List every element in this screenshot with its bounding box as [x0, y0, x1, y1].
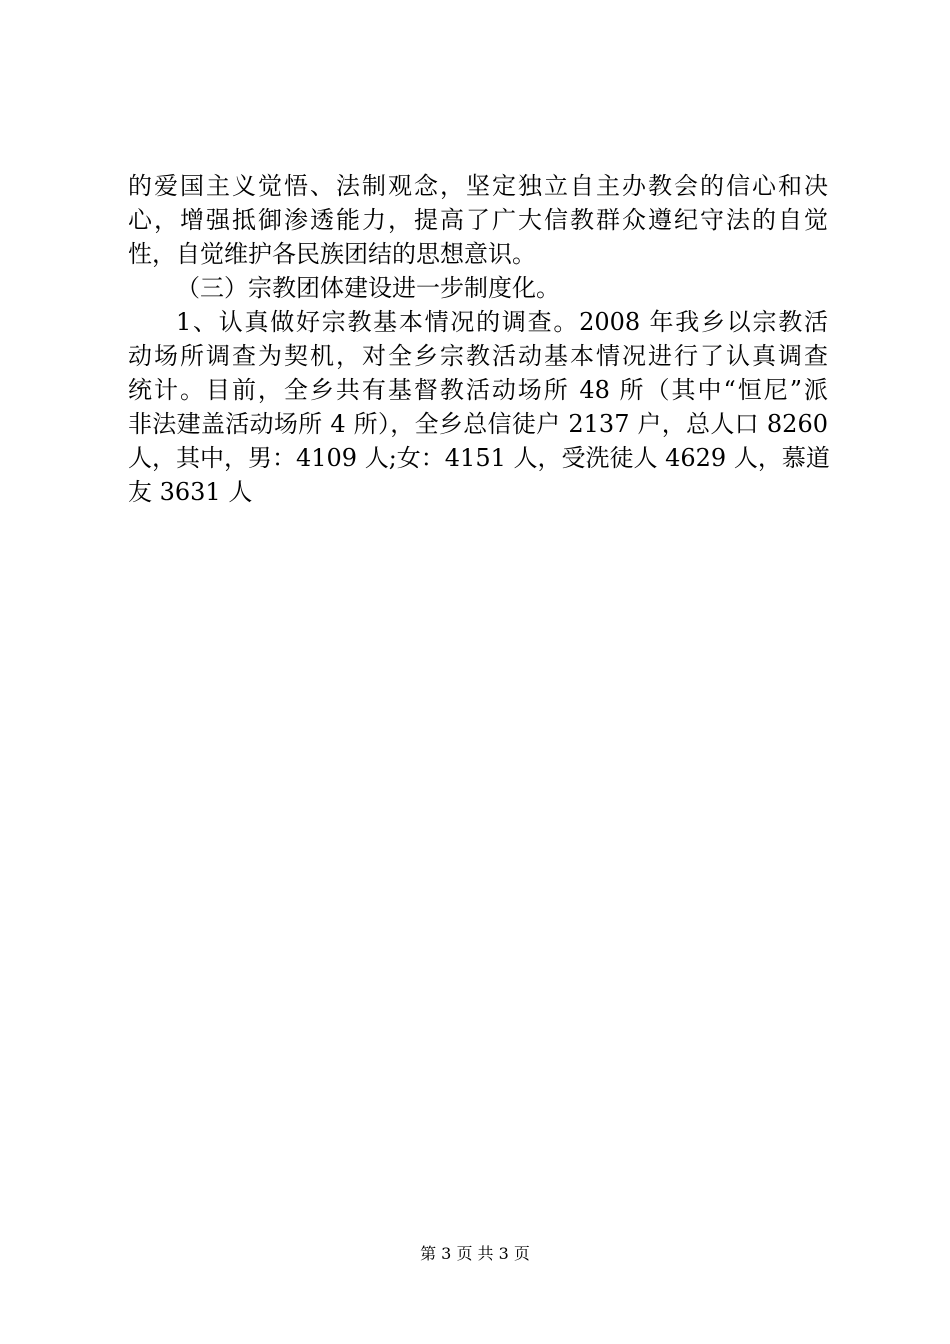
text-line: 的爱国主义觉悟、法制观念，坚定独立自主办教会的信心和决 [128, 172, 828, 200]
text-line: 性，自觉维护各民族团结的思想意识。 [128, 240, 536, 268]
section-heading: （三）宗教团体建设进一步制度化。 [176, 274, 560, 302]
text-line: 友 3631 人 [128, 478, 253, 506]
text-line: 人，其中，男：4109 人;女：4151 人，受洗徒人 4629 人，慕道 [128, 444, 830, 472]
document-body [128, 169, 828, 509]
text-line: 统计。目前，全乡共有基督教活动场所 48 所（其中“恒尼”派 [128, 376, 828, 404]
page-footer: 第 3 页 共 3 页 [420, 1244, 530, 1263]
text-line: 非法建盖活动场所 4 所），全乡总信徒户 2137 户，总人口 8260 [128, 410, 828, 438]
text-line: 心，增强抵御渗透能力，提高了广大信教群众遵纪守法的自觉 [128, 206, 828, 234]
text-line: 1、认真做好宗教基本情况的调查。2008 年我乡以宗教活 [176, 308, 828, 336]
text-line: 动场所调查为契机，对全乡宗教活动基本情况进行了认真调查 [128, 342, 828, 370]
